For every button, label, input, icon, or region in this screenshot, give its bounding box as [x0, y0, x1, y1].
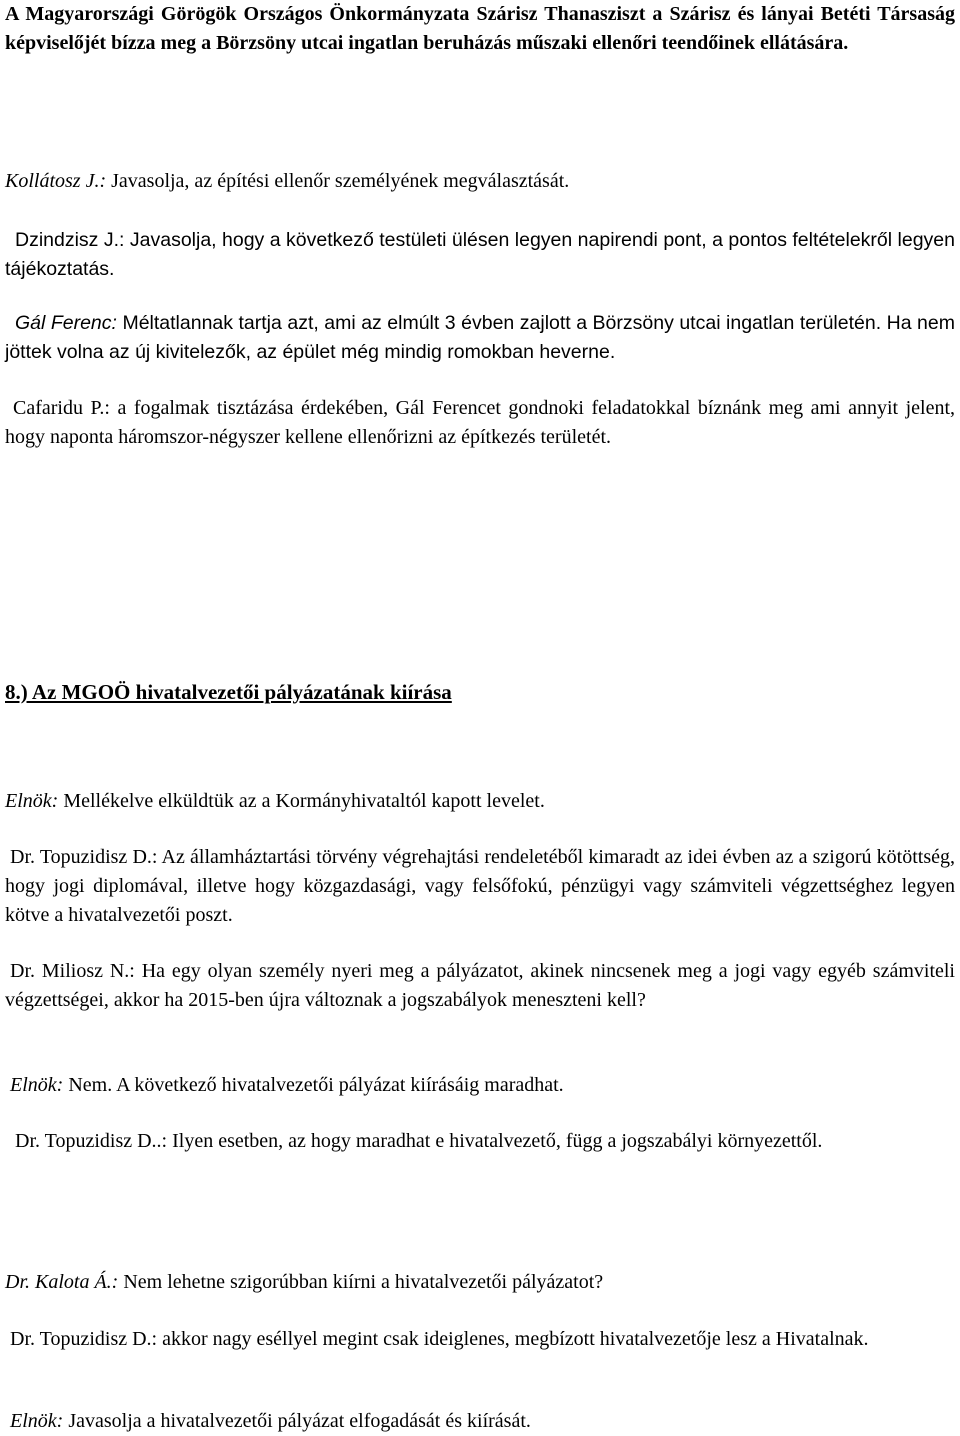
speaker-name: Elnök: [10, 1410, 64, 1432]
resolution-text: A Magyarországi Görögök Országos Önkormányzata Szárisz Thanasziszt a Szárisz és lányai Betéti Társaság képviselőjét bízza meg a Börzsöny utcai ingatlan beruházás műszaki ellenőri teendőinek ellátására. [5, 3, 955, 54]
statement-elnok-1 [5, 787, 955, 816]
speaker-name: Kollátosz J.: [5, 170, 107, 192]
statement-miliosz [5, 957, 955, 1015]
statement-text: Javasolja, hogy a következő testületi ülésen legyen napirendi pont, a pontos feltételekről legyen tájékoztatás. [5, 229, 955, 280]
statement-text: Méltatlannak tartja azt, ami az elmúlt 3 évben zajlott a Börzsöny utcai ingatlan területén. Ha nem jöttek volna az új kivitelezők, az épület még mindig romokban heverne. [5, 312, 955, 363]
statement-text: Nem lehetne szigorúbban kiírni a hivatalvezetői pályázatot? [118, 1271, 604, 1293]
speaker-name: Cafaridu P.: [13, 397, 110, 419]
speaker-name: Dr. Kalota Á.: [5, 1271, 119, 1293]
statement-text: Javasolja a hivatalvezetői pályázat elfogadását és kiírását. [63, 1410, 531, 1432]
statement-topuzidisz-2 [5, 1127, 955, 1156]
statement-text: Ilyen esetben, az hogy maradhat e hivatalvezető, függ a jogszabályi környezettől. [167, 1130, 823, 1152]
statement-text: Javasolja, az építési ellenőr személyének megválasztását. [106, 170, 570, 192]
agenda-heading [5, 678, 452, 707]
speaker-name: Dr. Topuzidisz D.: [10, 1328, 158, 1350]
statement-dzindzisz [5, 226, 955, 284]
speaker-name: Dr. Topuzidisz D.: [10, 846, 158, 868]
speaker-name: Elnök: [5, 790, 59, 812]
statement-text: Ha egy olyan személy nyeri meg a pályázatot, akinek nincsenek meg a jogi vagy egyéb számviteli végzettségei, akkor ha 2015-ben újra változnak a jogszabályok meneszteni kell? [5, 960, 955, 1011]
statement-text: Az államháztartási törvény végrehajtási rendeletéből kimaradt az idei évben az a szigorú kötöttség, hogy jogi diplomával, illetve hogy közgazdasági, vagy felsőfokú, pénzügyi vagy számviteli végzettséghez legyen kötve a hivatalvezetői poszt. [5, 846, 956, 926]
speaker-name: Dzindzisz J.: [15, 229, 125, 251]
statement-text: akkor nagy eséllyel megint csak ideiglenes, megbízott hivatalvezetője lesz a Hivatalnak. [157, 1328, 869, 1350]
statement-topuzidisz-3 [5, 1325, 955, 1354]
speaker-name: Dr. Miliosz N.: [10, 960, 135, 982]
statement-text: a fogalmak tisztázása érdekében, Gál Ferencet gondnoki feladatokkal bíznánk meg ami annyit jelent, hogy naponta háromszor-négyszer kellene ellenőrizni az építkezés területét. [5, 397, 956, 448]
statement-text: Nem. A következő hivatalvezetői pályázat kiírásáig maradhat. [63, 1074, 564, 1096]
statement-cafaridu [5, 394, 955, 452]
agenda-heading-text: 8.) Az MGOÖ hivatalvezetői pályázatának kiírása [5, 680, 452, 704]
statement-elnok-3 [5, 1407, 955, 1436]
statement-text: Mellékelve elküldtük az a Kormányhivataltól kapott levelet. [58, 790, 545, 812]
statement-topuzidisz-1 [5, 843, 955, 930]
speaker-name: Elnök: [10, 1074, 64, 1096]
statement-gal [5, 309, 955, 367]
statement-kollatosz [5, 167, 955, 196]
statement-elnok-2 [5, 1071, 955, 1100]
statement-kalota [5, 1268, 955, 1297]
speaker-name: Dr. Topuzidisz D..: [15, 1130, 168, 1152]
speaker-name: Gál Ferenc: [15, 312, 117, 334]
